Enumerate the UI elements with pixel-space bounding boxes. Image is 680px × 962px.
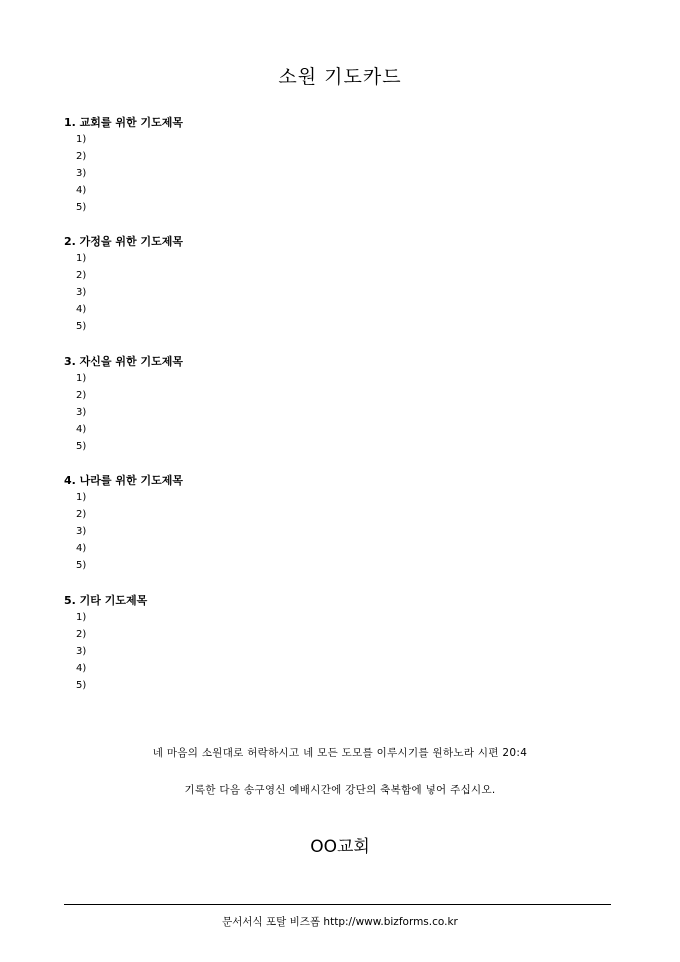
- list-item: 3): [76, 646, 87, 657]
- list-item: 2): [76, 629, 87, 640]
- church-name: OO교회: [310, 837, 370, 857]
- list-item: 4): [76, 185, 87, 196]
- section-heading: 5. 기타 기도제목: [64, 594, 148, 607]
- list-item: 4): [76, 304, 87, 315]
- prayer-list: [64, 131, 183, 216]
- list-item: 4): [76, 543, 87, 554]
- list-item: 2): [76, 151, 87, 162]
- section-heading: 1. 교회를 위한 기도제목: [64, 116, 183, 129]
- list-item: 1): [76, 134, 87, 145]
- list-item: 3): [76, 526, 87, 537]
- instruction-note: 기록한 다음 송구영신 예배시간에 강단의 축복함에 넣어 주십시오.: [184, 784, 496, 796]
- list-item: 5): [76, 680, 87, 691]
- section-church: [64, 114, 183, 216]
- section-other: [64, 592, 147, 694]
- list-item: 2): [76, 390, 87, 401]
- list-item: 5): [76, 560, 87, 571]
- section-family: [64, 233, 183, 335]
- prayer-list: [64, 609, 147, 694]
- list-item: 1): [76, 253, 87, 264]
- list-item: 3): [76, 407, 87, 418]
- list-item: 1): [76, 373, 87, 384]
- list-item: 4): [76, 663, 87, 674]
- list-item: 2): [76, 509, 87, 520]
- list-item: 1): [76, 492, 87, 503]
- section-heading: 2. 가정을 위한 기도제목: [64, 235, 183, 248]
- list-item: 4): [76, 424, 87, 435]
- page-title: 소원 기도카드: [278, 66, 402, 88]
- list-item: 5): [76, 202, 87, 213]
- list-item: 3): [76, 168, 87, 179]
- bible-verse: 네 마음의 소원대로 허락하시고 네 모든 도모를 이루시기를 원하노라 시편 20:4: [152, 747, 528, 759]
- list-item: 1): [76, 612, 87, 623]
- section-heading: 4. 나라를 위한 기도제목: [64, 474, 183, 487]
- list-item: 5): [76, 321, 87, 332]
- footer-text: 문서서식 포탈 비즈폼 http://www.bizforms.co.kr: [222, 916, 458, 928]
- prayer-list: [64, 250, 183, 335]
- section-heading: 3. 자신을 위한 기도제목: [64, 355, 183, 368]
- section-self: [64, 353, 183, 455]
- list-item: 3): [76, 287, 87, 298]
- footer-divider: [64, 904, 611, 905]
- list-item: 2): [76, 270, 87, 281]
- list-item: 5): [76, 441, 87, 452]
- section-nation: [64, 472, 183, 574]
- prayer-list: [64, 489, 183, 574]
- prayer-list: [64, 370, 183, 455]
